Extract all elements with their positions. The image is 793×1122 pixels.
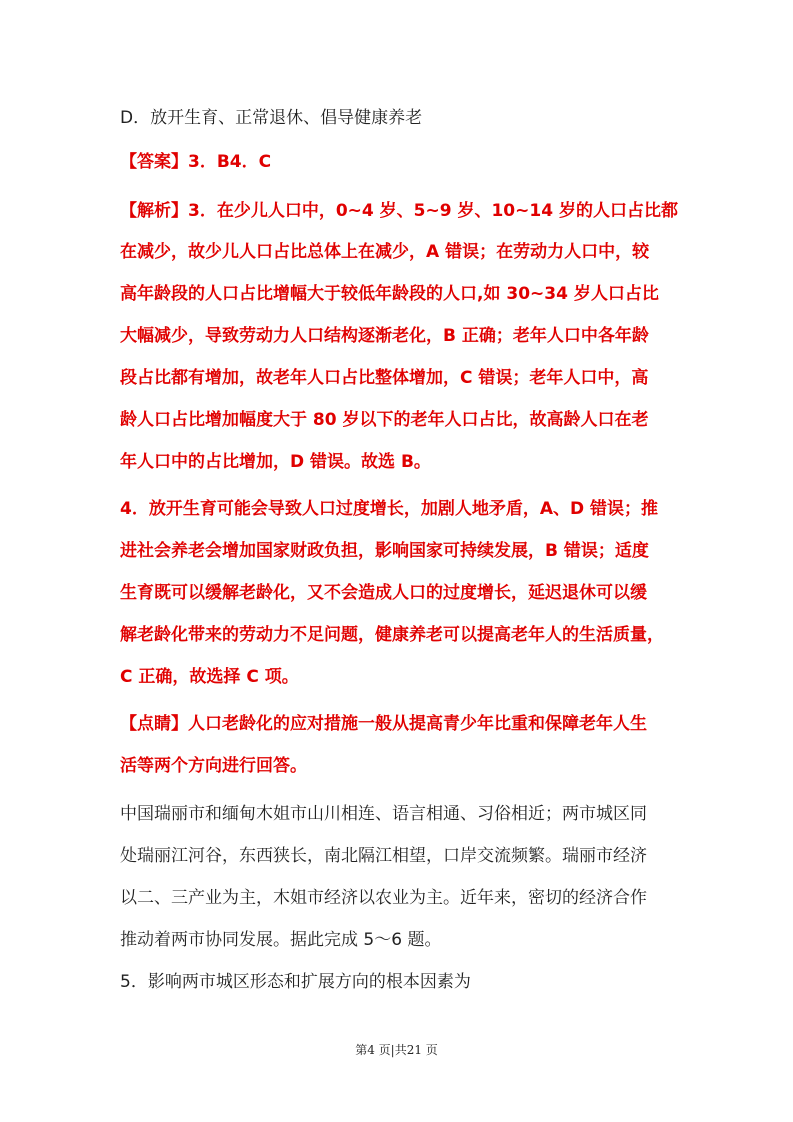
question-5-stem: 5．影响两市城区形态和扩展方向的根本因素为: [120, 972, 471, 992]
analysis-4-line: 进社会养老会增加国家财政负担，影响国家可持续发展，B 错误；适度: [120, 541, 649, 561]
passage-line: 推动着两市协同发展。据此完成 5～6 题。: [120, 930, 442, 950]
passage-line: 以二、三产业为主，木姐市经济以农业为主。近年来，密切的经济合作: [120, 888, 647, 908]
analysis-3-line: 【解析】3．在少儿人口中，0~4 岁、5~9 岁、10~14 岁的人口占比都: [120, 201, 678, 221]
analysis-3-line: 大幅减少，导致劳动力人口结构逐渐老化，B 正确；老年人口中各年龄: [120, 326, 649, 346]
analysis-3-line: 龄人口占比增加幅度大于 80 岁以下的老年人口占比，故高龄人口在老: [120, 410, 649, 430]
passage-line: 中国瑞丽市和缅甸木姐市山川相连、语言相通、习俗相近；两市城区同: [120, 804, 647, 824]
analysis-3-line: 高年龄段的人口占比增幅大于较低年龄段的人口,如 30~34 岁人口占比: [120, 284, 659, 304]
tips-line: 【点睛】人口老龄化的应对措施一般从提高青少年比重和保障老年人生: [120, 714, 647, 734]
analysis-3-line: 在减少，故少儿人口占比总体上在减少，A 错误；在劳动力人口中，较: [120, 242, 650, 262]
analysis-4-line: C 正确，故选择 C 项。: [120, 667, 299, 687]
answer-line: 【答案】3．B4．C: [120, 152, 272, 172]
tips-line: 活等两个方向进行回答。: [120, 756, 307, 776]
analysis-4-line: 生育既可以缓解老龄化，又不会造成人口的过度增长，延迟退休可以缓: [120, 583, 647, 603]
analysis-4-line: 4．放开生育可能会导致人口过度增长，加剧人地矛盾，A、D 错误；推: [120, 499, 659, 519]
analysis-4-line: 解老龄化带来的劳动力不足问题，健康养老可以提高老年人的生活质量，: [120, 625, 664, 645]
analysis-3-line: 年人口中的占比增加，D 错误。故选 B。: [120, 452, 431, 472]
analysis-3-line: 段占比都有增加，故老年人口占比整体增加，C 错误；老年人口中，高: [120, 368, 649, 388]
passage-line: 处瑞丽江河谷，东西狭长，南北隔江相望，口岸交流频繁。瑞丽市经济: [120, 846, 647, 866]
page-number-footer: 第4 页|共21 页: [355, 1043, 438, 1057]
question-option-d: D．放开生育、正常退休、倡导健康养老: [120, 108, 423, 128]
